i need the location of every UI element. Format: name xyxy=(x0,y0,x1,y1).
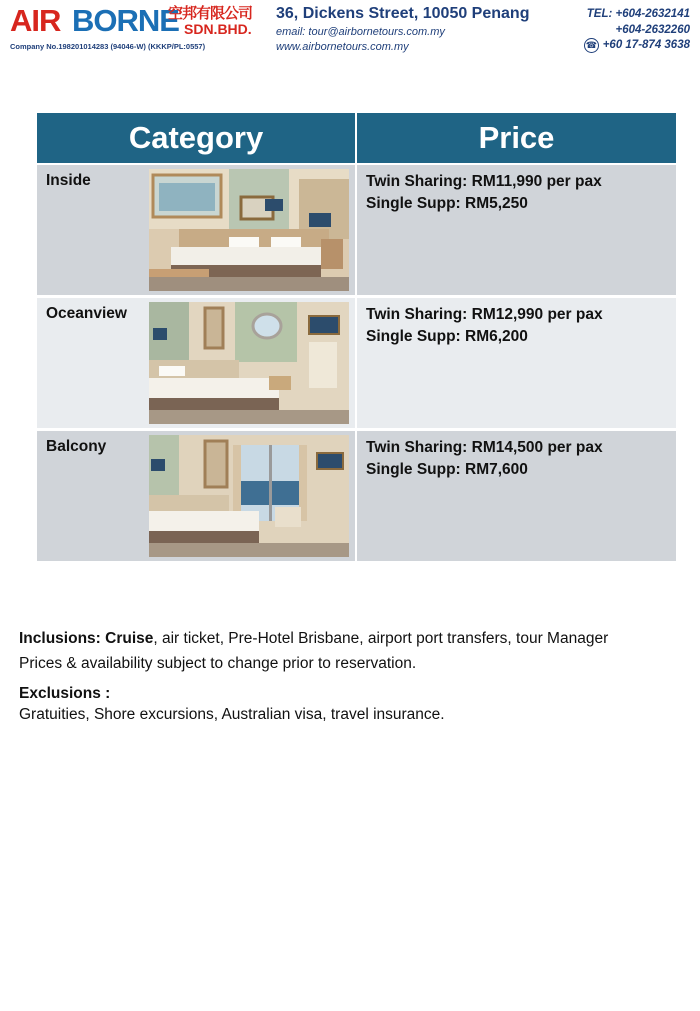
category-name: Balcony xyxy=(46,438,107,455)
inclusions-text: , air ticket, Pre-Hotel Brisbane, airport port transfers, tour Manager xyxy=(153,630,609,647)
whatsapp-line xyxy=(584,38,690,54)
single-supplement-price: Single Supp: RM6,200 xyxy=(366,328,528,345)
whatsapp-number: +60 17-874 3638 xyxy=(602,39,690,51)
exclusions-label: Exclusions : xyxy=(19,685,111,702)
logo-air-text: AIR xyxy=(10,3,61,38)
category-name: Inside xyxy=(46,172,91,189)
oceanview-cabin-photo xyxy=(149,302,349,424)
table-row xyxy=(37,165,676,295)
logo-borne-text: BORNE xyxy=(72,3,179,38)
company-email: email: tour@airbornetours.com.my xyxy=(276,26,445,38)
airborne-logo xyxy=(10,4,260,38)
inclusions-label: Inclusions: Cruise xyxy=(19,630,154,647)
inside-cabin-photo xyxy=(149,169,349,291)
tel-line-2: +604-2632260 xyxy=(615,23,690,36)
logo-sdn-text: SDN.BHD. xyxy=(184,21,252,37)
letterhead xyxy=(0,0,700,60)
category-cell xyxy=(37,165,355,295)
column-header-price: Price xyxy=(357,113,676,163)
company-address: 36, Dickens Street, 10050 Penang xyxy=(276,5,530,22)
twin-sharing-price: Twin Sharing: RM14,500 per pax xyxy=(366,439,603,456)
category-name: Oceanview xyxy=(46,305,127,322)
column-header-category: Category xyxy=(37,113,355,163)
twin-sharing-price: Twin Sharing: RM12,990 per pax xyxy=(366,306,603,323)
whatsapp-icon xyxy=(584,38,599,53)
category-cell xyxy=(37,298,355,428)
table-row xyxy=(37,298,676,428)
disclaimer-text: Prices & availability subject to change prior to reservation. xyxy=(19,655,417,672)
contact-phones xyxy=(584,7,690,54)
logo-chinese-text: 空邦有限公司 xyxy=(168,5,253,22)
table-row xyxy=(37,431,676,561)
cabin-price-table xyxy=(37,113,676,563)
tour-notes xyxy=(19,626,659,726)
single-supplement-price: Single Supp: RM7,600 xyxy=(366,461,528,478)
company-number: Company No.198201014283 (94046-W) (KKKP/PL:0557) xyxy=(10,42,206,51)
category-cell xyxy=(37,431,355,561)
tel-line-1: TEL: +604-2632141 xyxy=(586,8,690,20)
single-supplement-price: Single Supp: RM5,250 xyxy=(366,195,528,212)
twin-sharing-price: Twin Sharing: RM11,990 per pax xyxy=(366,173,602,190)
inclusions-paragraph xyxy=(19,626,659,651)
balcony-cabin-photo xyxy=(149,435,349,557)
price-cell xyxy=(357,165,676,295)
company-website: www.airbornetours.com.my xyxy=(276,41,409,53)
price-cell xyxy=(357,431,676,561)
exclusions-text: Gratuities, Shore excursions, Australian visa, travel insurance. xyxy=(19,706,445,723)
price-cell xyxy=(357,298,676,428)
